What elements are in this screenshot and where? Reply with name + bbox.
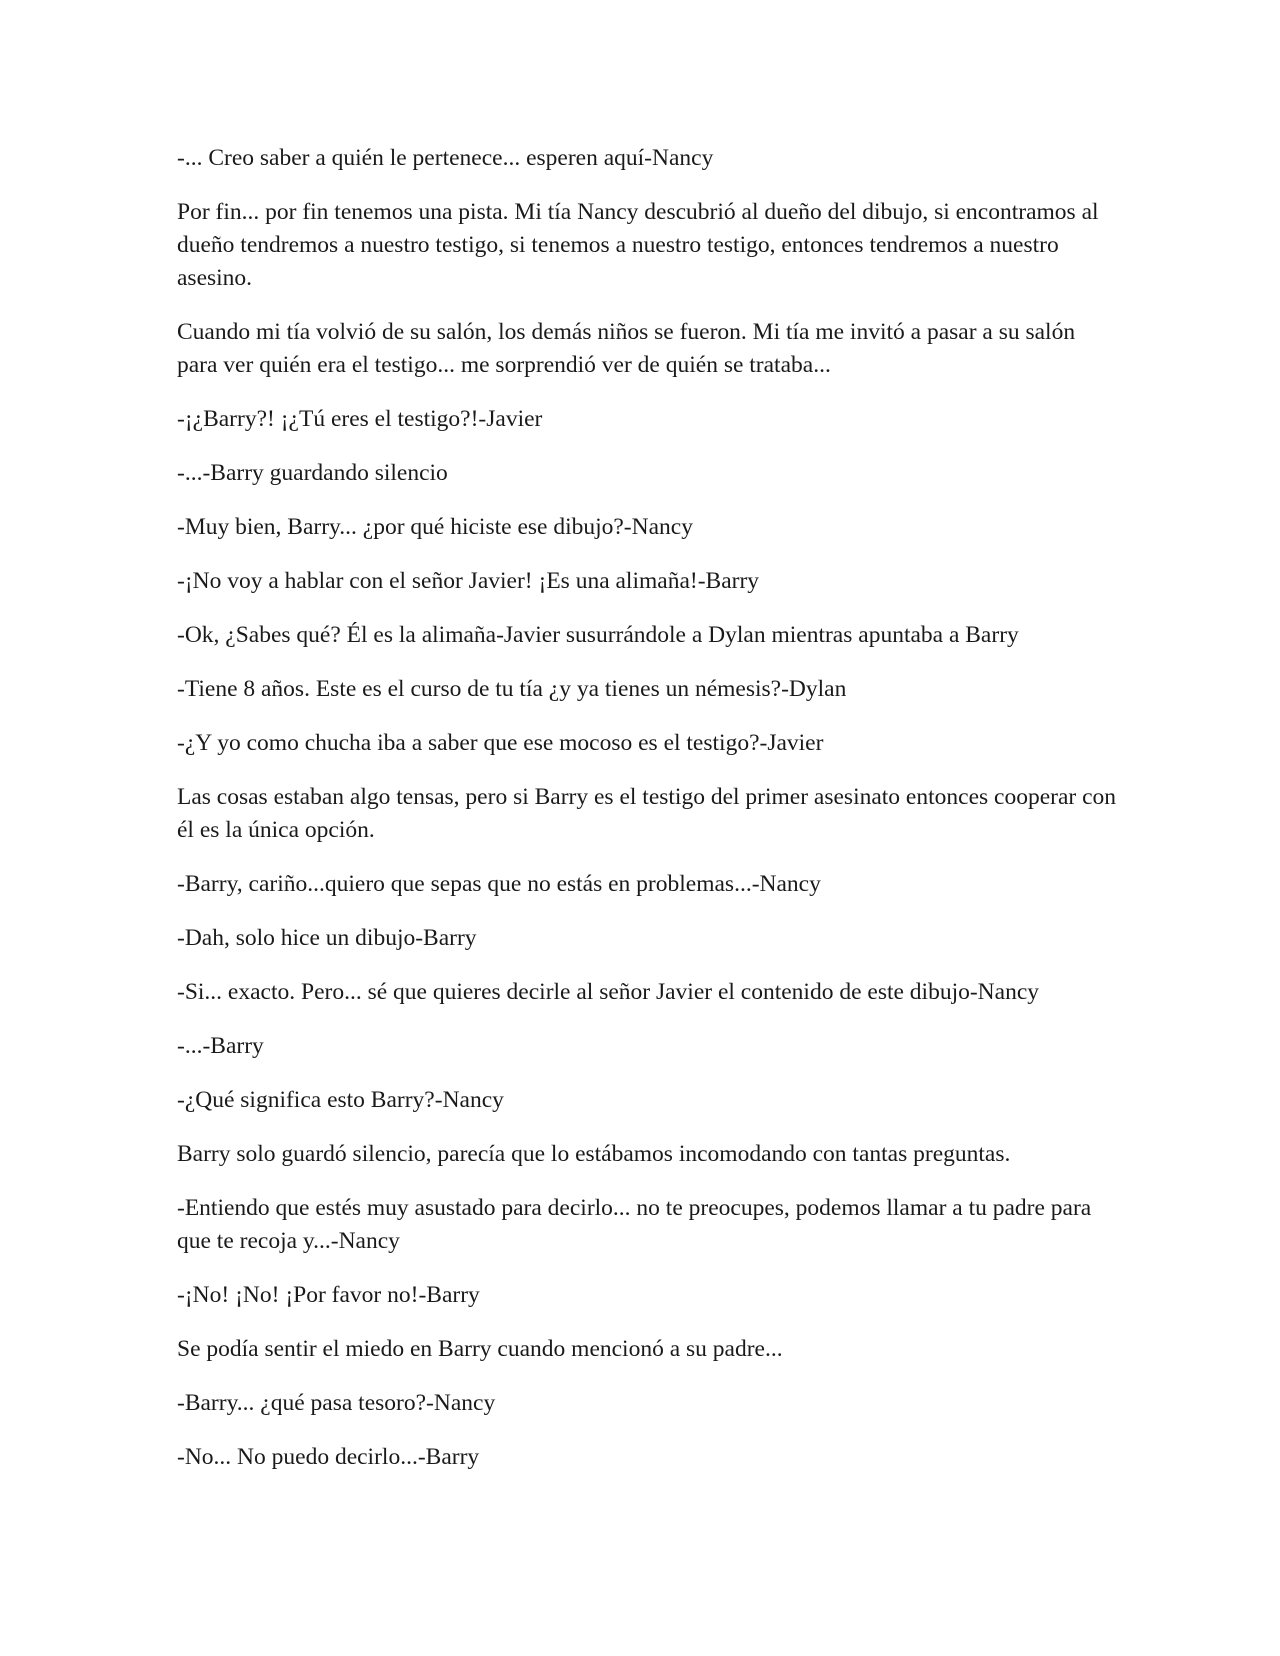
paragraph: -¡No voy a hablar con el señor Javier! ¡Es una alimaña!-Barry <box>177 568 760 594</box>
paragraph: -No... No puedo decirlo...-Barry <box>177 1444 480 1470</box>
paragraph: -Barry, cariño...quiero que sepas que no estás en problemas...-Nancy <box>177 871 821 897</box>
paragraph: -Entiendo que estés muy asustado para decirlo... no te preocupes, podemos llamar a tu padre para que te recoja y...-Nancy <box>177 1195 1092 1254</box>
paragraph: -¡¿Barry?! ¡¿Tú eres el testigo?!-Javier <box>177 406 543 432</box>
paragraph: Se podía sentir el miedo en Barry cuando mencionó a su padre... <box>177 1336 783 1362</box>
paragraph: -... Creo saber a quién le pertenece... esperen aquí-Nancy <box>177 145 714 171</box>
paragraph: -Dah, solo hice un dibujo-Barry <box>177 925 477 951</box>
paragraph: -Muy bien, Barry... ¿por qué hiciste ese dibujo?-Nancy <box>177 514 693 540</box>
paragraph: -¿Qué significa esto Barry?-Nancy <box>177 1087 504 1113</box>
paragraph: -Si... exacto. Pero... sé que quieres decirle al señor Javier el contenido de este dibujo-Nancy <box>177 979 1040 1005</box>
paragraph: -¡No! ¡No! ¡Por favor no!-Barry <box>177 1282 480 1308</box>
paragraph: -Ok, ¿Sabes qué? Él es la alimaña-Javier susurrándole a Dylan mientras apuntaba a Barry <box>177 622 1019 648</box>
paragraph: Las cosas estaban algo tensas, pero si Barry es el testigo del primer asesinato entonces cooperar con él es la única opción. <box>177 784 1117 843</box>
paragraph: -Tiene 8 años. Este es el curso de tu tía ¿y ya tienes un némesis?-Dylan <box>177 676 847 702</box>
paragraph: Barry solo guardó silencio, parecía que lo estábamos incomodando con tantas preguntas. <box>177 1141 1011 1167</box>
paragraph: -...-Barry guardando silencio <box>177 460 448 486</box>
paragraph: -...-Barry <box>177 1033 264 1059</box>
paragraph: Cuando mi tía volvió de su salón, los demás niños se fueron. Mi tía me invitó a pasar a su salón para ver quién era el testigo... me sorprendió ver de quién se trataba... <box>177 319 1076 378</box>
paragraph: -Barry... ¿qué pasa tesoro?-Nancy <box>177 1390 496 1416</box>
paragraph: -¿Y yo como chucha iba a saber que ese mocoso es el testigo?-Javier <box>177 730 824 756</box>
paragraph: Por fin... por fin tenemos una pista. Mi tía Nancy descubrió al dueño del dibujo, si encontramos al dueño tendremos a nuestro testigo, si tenemos a nuestro testigo, entonces tendremos a nuestro asesino. <box>177 199 1099 291</box>
document-body <box>177 142 1117 1495</box>
